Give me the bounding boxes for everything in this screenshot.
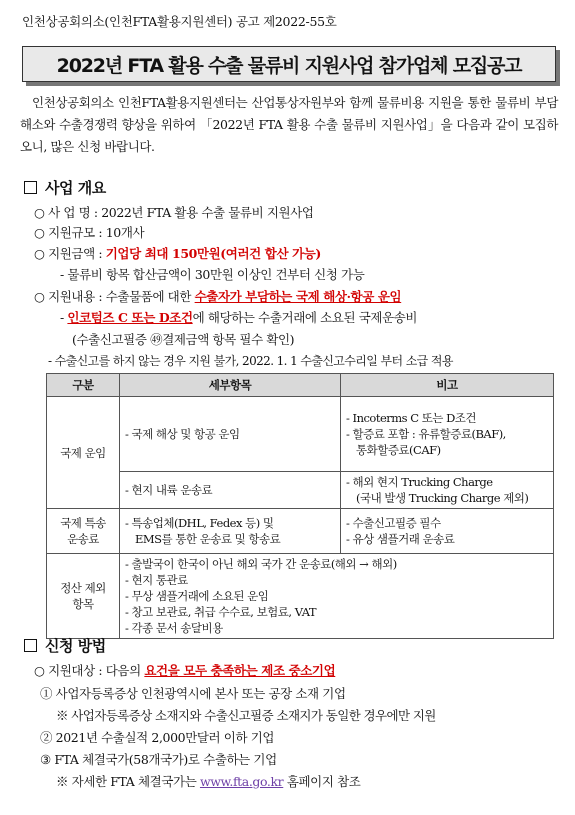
category-line: 운송료 (67, 532, 99, 546)
note-trucking (341, 472, 554, 509)
support-content-value: 수출자가 부담하는 국제 해상·항공 운임 (194, 289, 402, 304)
fta-website-link[interactable]: www.fta.go.kr (199, 774, 284, 789)
note-line: - 수출신고필증 필수 (346, 516, 441, 530)
note-line: (국내 발생 Trucking Charge 제외) (356, 491, 529, 505)
excluded-item: - 현지 통관료 (125, 573, 188, 587)
title-box (22, 46, 556, 82)
table-header-row (47, 374, 554, 397)
declaration-note: - 수출신고를 하지 않는 경우 지원 불가, 2022. 1. 1 수출신고수리일 부터 소급 적용 (48, 354, 453, 368)
note-line: - Incoterms C 또는 D조건 (346, 411, 477, 425)
excluded-items (120, 554, 554, 639)
apply-target (34, 661, 335, 679)
table-row (47, 554, 554, 639)
apply-heading-label: 신청 방법 (45, 637, 106, 655)
table-header-note: 비고 (341, 374, 554, 397)
item-line: EMS를 통한 운송료 및 항송료 (135, 532, 281, 546)
requirement-1: ① 사업자등록증상 인천광역시에 본사 또는 공장 소재 기업 (40, 686, 346, 701)
table-row (47, 509, 554, 554)
support-scale: ○ 지원규모 : 10개사 (34, 225, 145, 240)
section-overview-heading (24, 177, 106, 198)
note-line: - 할증료 포함 : 유류할증료(BAF), (346, 427, 506, 441)
incoterms-dash: - (60, 310, 68, 325)
note-line: - 유상 샘플거래 운송료 (346, 532, 455, 546)
support-amount-note: - 물류비 항목 합산금액이 30만원 이상인 건부터 신청 가능 (60, 267, 365, 282)
note-incoterms (341, 397, 554, 472)
page-title: 2022년 FTA 활용 수출 물류비 지원사업 참가업체 모집공고 (56, 54, 522, 77)
note-line: 통화할증료(CAF) (356, 443, 441, 457)
category-line: 정산 제외 (60, 581, 106, 595)
square-bullet-icon (24, 639, 37, 652)
category-excluded (47, 554, 120, 639)
table-header-category: 구분 (47, 374, 120, 397)
support-amount (34, 244, 321, 262)
support-content-label: ○ 지원내용 : 수출물품에 대한 (34, 289, 195, 304)
section-apply-heading (24, 635, 106, 656)
requirement-1-note: ※ 사업자등록증상 소재지와 수출신고필증 소재지가 동일한 경우에만 지원 (56, 708, 436, 723)
requirement-3-note-prefix: ※ 자세한 FTA 체결국가는 (56, 774, 200, 789)
requirement-3: ③ FTA 체결국가(58개국가)로 수출하는 기업 (40, 752, 277, 767)
note-express (341, 509, 554, 554)
overview-heading-label: 사업 개요 (45, 179, 106, 197)
requirement-3-note (56, 772, 360, 790)
apply-target-value: 요건을 모두 충족하는 제조 중소기업 (144, 663, 336, 678)
excluded-item: - 무상 샘플거래에 소요된 운임 (125, 589, 269, 603)
category-line: 항목 (72, 597, 94, 611)
item-express (120, 509, 341, 554)
excluded-item: - 각종 문서 송달비용 (125, 621, 223, 635)
excluded-item: - 창고 보관료, 취급 수수료, 보험료, VAT (125, 605, 317, 619)
table-header-item: 세부항목 (120, 374, 341, 397)
project-name: ○ 사 업 명 : 2022년 FTA 활용 수출 물류비 지원사업 (34, 205, 314, 220)
requirement-2: ② 2021년 수출실적 2,000만달러 이하 기업 (40, 730, 275, 745)
table-row (47, 472, 554, 509)
category-intl-freight: 국제 운임 (47, 397, 120, 509)
category-express (47, 509, 120, 554)
item-line: - 특송업체(DHL, Fedex 등) 및 (125, 516, 274, 530)
item-sea-air-freight: - 국제 해상 및 항공 운임 (120, 397, 341, 472)
table-row (47, 397, 554, 472)
requirement-3-note-suffix: 홈페이지 참조 (283, 774, 361, 789)
category-line: 국제 특송 (60, 516, 106, 530)
support-amount-value: 기업당 최대 150만원(여러건 합산 가능) (105, 246, 321, 261)
incoterms-suffix: 에 해당하는 수출거래에 소요된 국제운송비 (192, 310, 418, 325)
incoterms-line (60, 308, 417, 326)
support-content (34, 287, 401, 305)
item-inland-transport: - 현지 내륙 운송료 (120, 472, 341, 509)
square-bullet-icon (24, 181, 37, 194)
note-line: - 해외 현지 Trucking Charge (346, 475, 493, 489)
support-amount-label: ○ 지원금액 : (34, 246, 106, 261)
notice-number: 인천상공회의소(인천FTA활용지원센터) 공고 제2022-55호 (22, 14, 337, 29)
incoterms-subnote: (수출신고필증 ㊾결제금액 항목 필수 확인) (72, 332, 295, 347)
excluded-item: - 출발국이 한국이 아닌 해외 국가 간 운송료(해외 → 해외) (125, 557, 397, 571)
incoterms-value: 인코텀즈 C 또는 D조건 (67, 310, 193, 325)
intro-paragraph: 인천상공회의소 인천FTA활용지원센터는 산업통상자원부와 함께 물류비용 지원을 통한 물류비 부담 해소와 수출경쟁력 향상을 위하여 「2022년 FTA 활용 수출 물류비 지원사업」을 다음과 같이 모집하오니, 많은 신청 바랍니다. (20, 95, 558, 154)
support-items-table (46, 373, 554, 639)
apply-target-label: ○ 지원대상 : 다음의 (34, 663, 145, 678)
